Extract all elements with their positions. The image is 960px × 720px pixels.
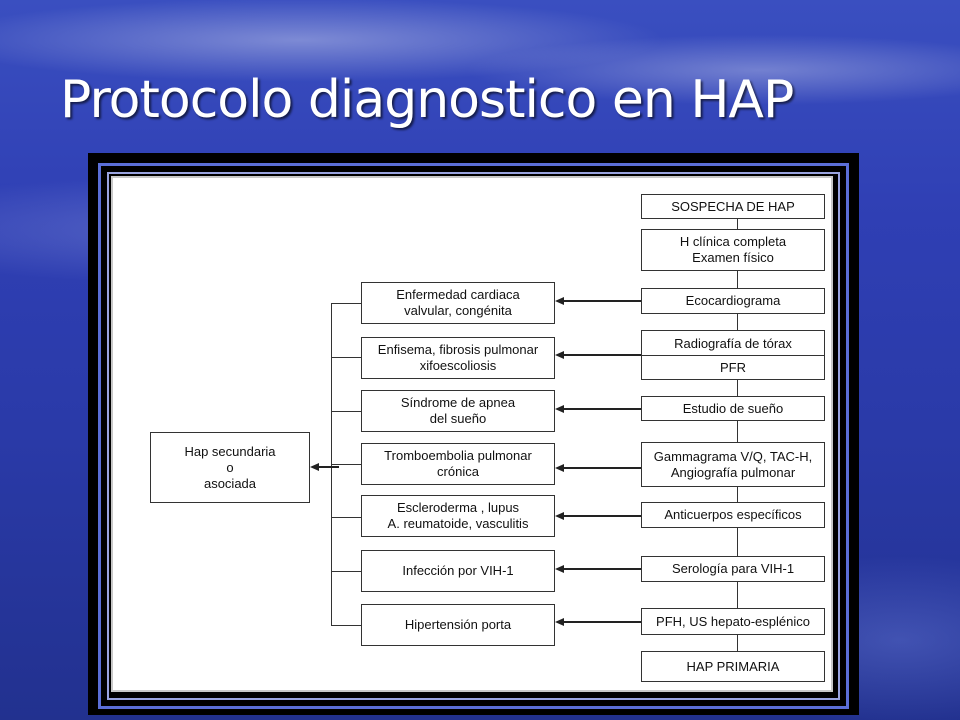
arrow-3-head: [555, 405, 564, 413]
arrow-4-head: [555, 464, 564, 472]
node-apnea-sueno: Síndrome de apnea del sueño: [361, 390, 555, 432]
node-ecocardiograma: Ecocardiograma: [641, 288, 825, 314]
node-enfermedad-cardiaca: Enfermedad cardiaca valvular, congénita: [361, 282, 555, 324]
bus-tick-1: [331, 303, 361, 304]
node-pfr: PFR: [641, 355, 825, 380]
bus-tick-6: [331, 571, 361, 572]
arrow-2: [563, 354, 641, 356]
node-tromboembolia: Tromboembolia pulmonar crónica: [361, 443, 555, 485]
connector-right-5: [737, 420, 738, 442]
arrow-5: [563, 515, 641, 517]
connector-right-2: [737, 270, 738, 289]
arrow-1-head: [555, 297, 564, 305]
node-gammagrama: Gammagrama V/Q, TAC-H, Angiografía pulmonar: [641, 442, 825, 487]
connector-right-6: [737, 486, 738, 503]
node-pfh-us: PFH, US hepato-esplénico: [641, 608, 825, 635]
slide-title: Protocolo diagnostico en HAP: [60, 70, 794, 130]
node-hap-primaria: HAP PRIMARIA: [641, 651, 825, 682]
bus-tick-3: [331, 411, 361, 412]
arrow-4: [563, 467, 641, 469]
arrow-1: [563, 300, 641, 302]
arrow-to-hap-secundaria: [319, 466, 339, 468]
arrow-3: [563, 408, 641, 410]
connector-right-9: [737, 634, 738, 651]
bus-tick-2: [331, 357, 361, 358]
arrow-5-head: [555, 512, 564, 520]
bus-tick-5: [331, 517, 361, 518]
connector-right-7: [737, 527, 738, 556]
node-radiografia-torax: Radiografía de tórax: [641, 330, 825, 356]
node-escleroderma: Escleroderma , lupus A. reumatoide, vasculitis: [361, 495, 555, 537]
arrow-6-head: [555, 565, 564, 573]
node-hipertension-porta: Hipertensión porta: [361, 604, 555, 646]
connector-right-3: [737, 313, 738, 330]
bus-tick-4: [331, 464, 361, 465]
bus-tick-7: [331, 625, 361, 626]
connector-right-8: [737, 581, 738, 608]
node-infeccion-vih: Infección por VIH-1: [361, 550, 555, 592]
connector-right-4: [737, 379, 738, 396]
node-estudio-sueno: Estudio de sueño: [641, 396, 825, 421]
arrow-to-hap-secundaria-head: [310, 463, 319, 471]
arrow-6: [563, 568, 641, 570]
node-anticuerpos: Anticuerpos específicos: [641, 502, 825, 528]
node-hap-secundaria: Hap secundaria o asociada: [150, 432, 310, 503]
arrow-2-head: [555, 351, 564, 359]
arrow-7-head: [555, 618, 564, 626]
node-historia-clinica: H clínica completa Examen físico: [641, 229, 825, 271]
node-serologia-vih: Serología para VIH-1: [641, 556, 825, 582]
node-sospecha-hap: SOSPECHA DE HAP: [641, 194, 825, 219]
arrow-7: [563, 621, 641, 623]
node-enfisema-fibrosis: Enfisema, fibrosis pulmonar xifoescoliosis: [361, 337, 555, 379]
